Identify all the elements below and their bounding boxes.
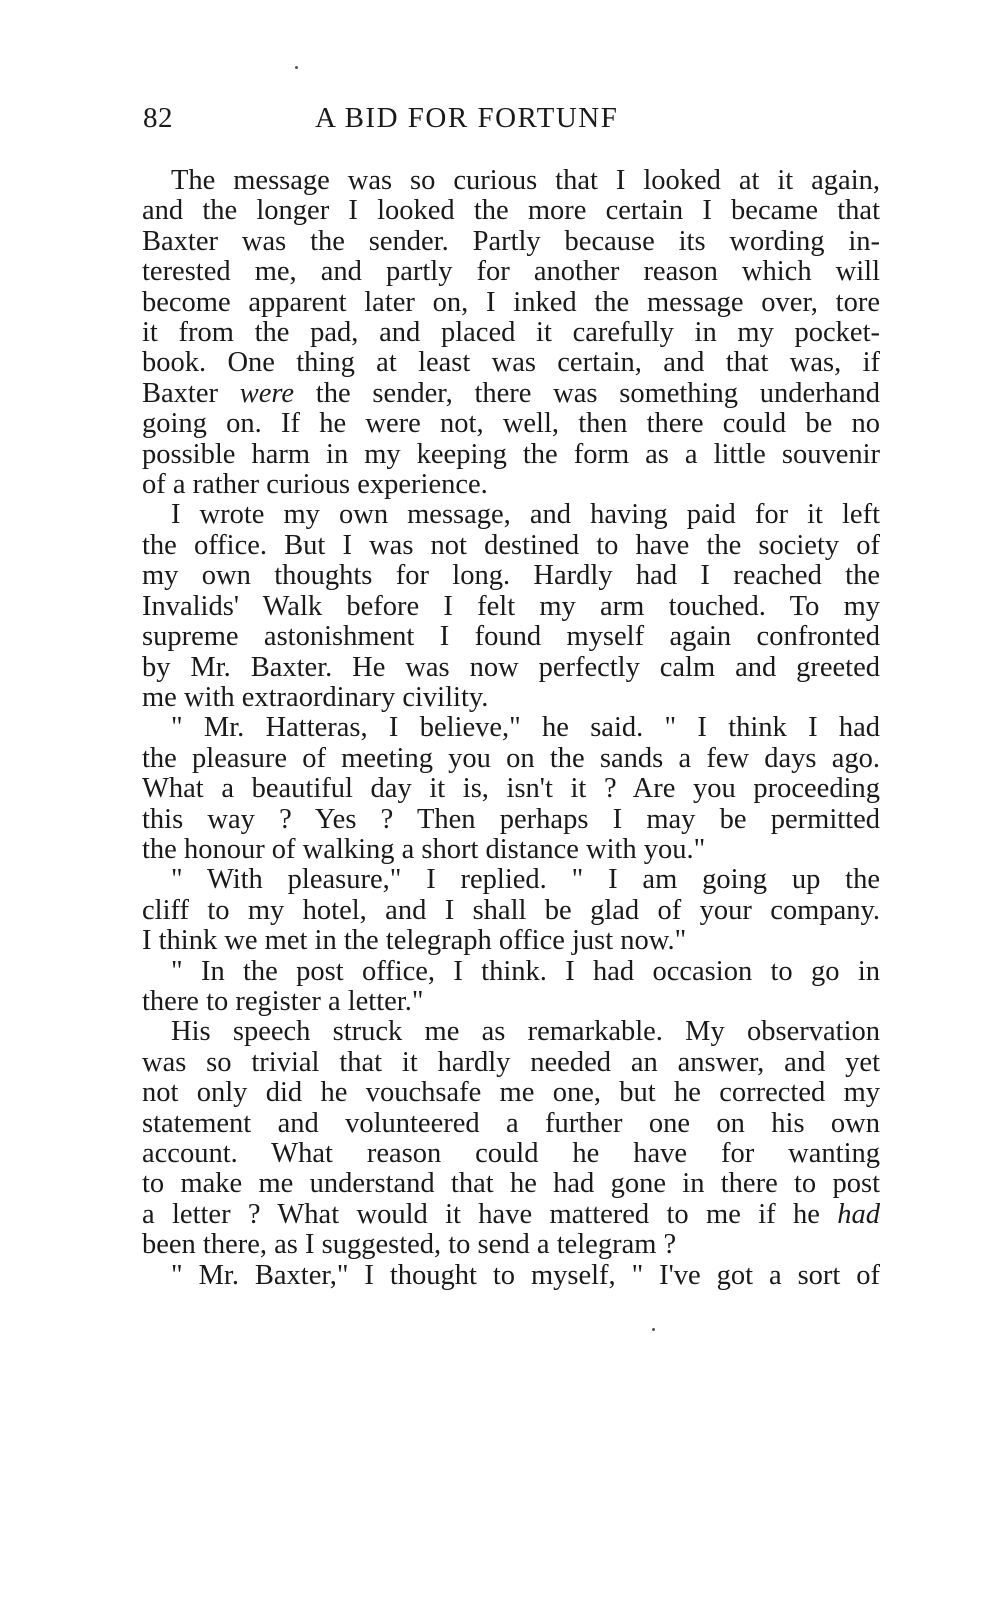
text-line: was so trivial that it hardly needed an answer, and yet bbox=[142, 1046, 880, 1078]
paragraph-2 bbox=[142, 500, 880, 713]
text-line: The message was so curious that I looked at it again, bbox=[171, 165, 880, 196]
text-line: it from the pad, and placed it carefully in my pocket- bbox=[142, 317, 880, 349]
text-line: become apparent later on, I inked the message over, tore bbox=[142, 286, 880, 318]
text-line: book. One thing at least was certain, and that was, if bbox=[142, 347, 880, 379]
paragraph-7 bbox=[142, 1261, 880, 1291]
text-line: account. What reason could he have for wanting bbox=[142, 1138, 880, 1169]
text-line: " With pleasure," I replied. " I am going up the bbox=[171, 864, 880, 896]
text-line: terested me, and partly for another reason which will bbox=[142, 256, 880, 288]
text-line: Baxter was the sender. Partly because its wording in- bbox=[142, 225, 880, 257]
text-fragment: the sender, there was something underhand bbox=[294, 377, 881, 409]
paragraph-4 bbox=[142, 865, 880, 956]
text-line: " Mr. Baxter," I thought to myself, " I've got a sort of bbox=[171, 1259, 880, 1291]
text-line: of a rather curious experience. bbox=[142, 469, 488, 501]
text-line: me with extraordinary civility. bbox=[142, 681, 489, 713]
text-line: Invalids' Walk before I felt my arm touched. To my bbox=[142, 590, 880, 622]
text-fragment: Baxter bbox=[142, 377, 240, 409]
text-line: I think we met in the telegraph office just now." bbox=[142, 925, 687, 957]
text-line: " Mr. Hatteras, I believe," he said. " I think I had bbox=[171, 712, 880, 744]
text-line: going on. If he were not, well, then there could be no bbox=[142, 408, 880, 440]
text-line: cliff to my hotel, and I shall be glad of your company. bbox=[142, 894, 880, 926]
text-line: I wrote my own message, and having paid for it left bbox=[171, 499, 880, 531]
paragraph-5 bbox=[142, 957, 880, 1018]
text-line: not only did he vouchsafe me one, but he corrected my bbox=[142, 1077, 880, 1109]
text-line: " In the post office, I think. I had occasion to go in bbox=[171, 955, 880, 987]
italic-word: were bbox=[239, 377, 295, 409]
print-speck bbox=[652, 1328, 655, 1331]
running-title: A BID FOR FORTUNF bbox=[315, 102, 619, 134]
text-line: this way ? Yes ? Then perhaps I may be permitted bbox=[142, 803, 880, 835]
body-text bbox=[142, 166, 880, 1291]
text-line: What a beautiful day it is, isn't it ? Are you proceeding bbox=[142, 773, 880, 805]
page-number: 82 bbox=[143, 102, 173, 134]
text-line: been there, as I suggested, to send a telegram ? bbox=[142, 1229, 677, 1261]
text-line: possible harm in my keeping the form as a little souvenir bbox=[142, 438, 880, 470]
text-line: the honour of walking a short distance with you." bbox=[142, 833, 706, 865]
text-fragment: a letter ? What would it have mattered to me if he bbox=[142, 1198, 838, 1230]
text-line: there to register a letter." bbox=[142, 985, 424, 1017]
text-line: and the longer I looked the more certain I became that bbox=[142, 195, 880, 227]
text-line: the office. But I was not destined to have the society of bbox=[142, 529, 880, 561]
text-line: supreme astonishment I found myself again confronted bbox=[142, 621, 880, 653]
text-line: to make me understand that he had gone in there to post bbox=[142, 1168, 880, 1200]
text-line bbox=[142, 1200, 880, 1230]
running-header bbox=[143, 102, 883, 142]
text-line: my own thoughts for long. Hardly had I reached the bbox=[142, 560, 880, 592]
print-speck bbox=[295, 66, 298, 69]
italic-word: had bbox=[837, 1198, 880, 1230]
text-line: by Mr. Baxter. He was now perfectly calm and greeted bbox=[142, 651, 880, 683]
text-line: the pleasure of meeting you on the sands a few days ago. bbox=[142, 742, 880, 774]
paragraph-1 bbox=[142, 166, 880, 500]
text-line: His speech struck me as remarkable. My observation bbox=[171, 1016, 880, 1048]
text-line bbox=[142, 379, 880, 409]
text-line: statement and volunteered a further one on his own bbox=[142, 1107, 880, 1139]
paragraph-6 bbox=[142, 1017, 880, 1260]
paragraph-3 bbox=[142, 713, 880, 865]
